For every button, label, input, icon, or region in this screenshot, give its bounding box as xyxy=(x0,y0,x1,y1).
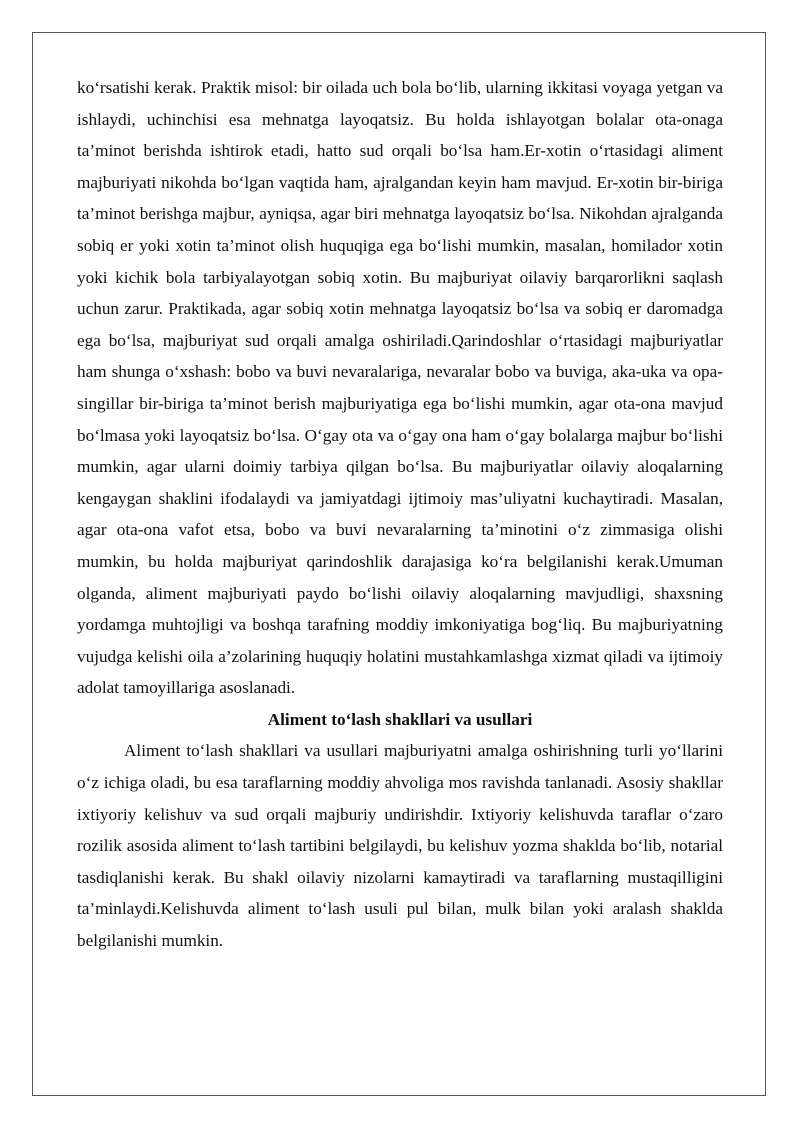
document-body xyxy=(77,72,723,957)
section-heading: Aliment to‘lash shakllari va usullari xyxy=(267,709,533,729)
body-paragraph: ko‘rsatishi kerak. Praktik misol: bir oilada uch bola bo‘lib, ularning ikkitasi voyaga yetgan va ishlaydi, uchinchisi esa mehnatga layoqatsiz. Bu holda ishlayotgan bolalar ota-onaga ta’minot berishda ishtirok etadi, hatto sud orqali bo‘lsa ham.Er-xotin o‘rtasidagi aliment majburiyati nikohda bo‘lgan vaqtida ham, ajralgandan keyin ham mavjud. Er-xotin bir-biriga ta’minot berishga majbur, ayniqsa, agar biri mehnatga layoqatsiz bo‘lsa. Nikohdan ajralganda sobiq er yoki xotin ta’minot olish huquqiga ega bo‘lishi mumkin, masalan, homilador xotin yoki kichik bola tarbiyalayotgan sobiq xotin. Bu majburiyat oilaviy barqarorlikni saqlash uchun zarur. Praktikada, agar sobiq xotin mehnatga layoqatsiz bo‘lsa va sobiq er daromadga ega bo‘lsa, majburiyat sud orqali amalga oshiriladi.Qarindoshlar o‘rtasidagi majburiyatlar ham shunga o‘xshash: bobo va buvi nevaralariga, nevaralar bobo va buviga, aka-uka va opa-singillar bir-biriga ta’minot berish majburiyatiga ega bo‘lishi mumkin, agar ota-ona mavjud bo‘lmasa yoki layoqatsiz bo‘lsa. O‘gay ota va o‘gay ona ham o‘gay bolalarga majbur bo‘lishi mumkin, agar ularni doimiy tarbiya qilgan bo‘lsa. Bu majburiyatlar oilaviy aloqalarning kengaygan shaklini ifodalaydi va jamiyatdagi ijtimoiy mas’uliyatni kuchaytiradi. Masalan, agar ota-ona vafot etsa, bobo va buvi nevaralarning ta’minotini o‘z zimmasiga olishi mumkin, bu holda majburiyat qarindoshlik darajasiga ko‘ra belgilanishi kerak.Umuman olganda, aliment majburiyati paydo bo‘lishi oilaviy aloqalarning mavjudligi, shaxsning yordamga muhtojligi va boshqa tarafning moddiy imkoniyatiga bog‘liq. Bu majburiyatning vujudga kelishi oila a’zolarining huquqiy holatini mustahkamlashga xizmat qiladi va ijtimoiy adolat tamoyillariga asoslanadi. xyxy=(77,78,723,698)
body-paragraph: Aliment to‘lash shakllari va usullari majburiyatni amalga oshirishning turli yo‘llarini o‘z ichiga oladi, bu esa taraflarning moddiy ahvoliga mos ravishda tanlanadi. Asosiy shakllar ixtiyoriy kelishuv va sud orqali majburiy undirishdir. Ixtiyoriy kelishuvda taraflar o‘zaro rozilik asosida aliment to‘lash tartibini belgilaydi, bu kelishuv yozma shaklda bo‘lib, notarial tasdiqlanishi kerak. Bu shakl oilaviy nizolarni kamaytiradi va taraflarning mustaqilligini ta’minlaydi.Kelishuvda aliment to‘lash usuli pul bilan, mulk bilan yoki aralash shaklda belgilanishi mumkin. xyxy=(77,741,723,951)
